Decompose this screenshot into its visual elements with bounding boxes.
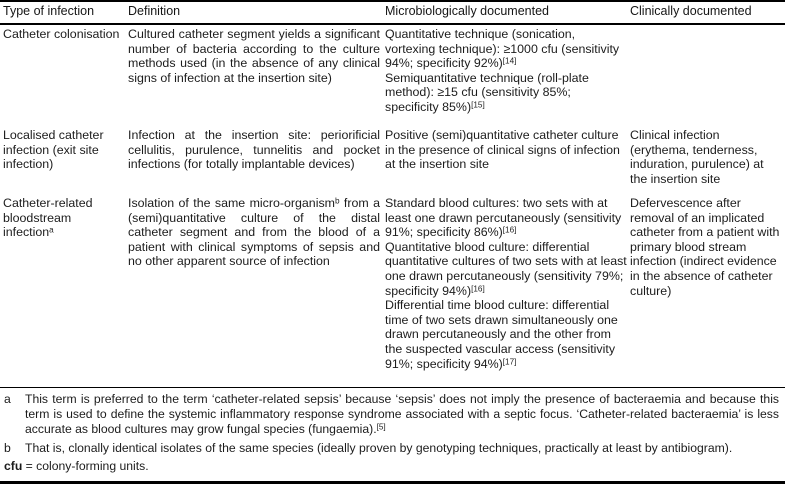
table-top-rule (0, 0, 785, 2)
cell-definition (128, 128, 380, 172)
micro-entry (385, 27, 627, 71)
micro-entry-text: Quantitative blood culture: differential quantitative cultures of two sets with at least one drawn percutaneously (sensitivity 79%; specificity 94%) (385, 239, 627, 298)
cell-type-of-infection: Catheter colonisation (3, 27, 120, 41)
footnotes (0, 392, 779, 474)
cell-clinically-documented: Clinical infection (erythema, tenderness, induration, purulence) at the insertion site (630, 128, 764, 186)
cell-type-of-infection: Localised catheter infection (exit site infection) (3, 128, 104, 172)
micro-entry (385, 196, 627, 240)
column-header-definition: Definition (128, 4, 181, 18)
cell-microbiologically-documented (385, 196, 627, 371)
table-row (0, 27, 785, 128)
micro-entry: Positive (semi)quantitative catheter culture in the presence of clinical signs of infection at the insertion site (385, 128, 620, 172)
definition-text: Cultured catheter segment yields a significant number of bacteria according to the culture methods used (in the absence of any clinical signs of infection at the insertion site) (128, 27, 380, 85)
footnote-marker-a: a (49, 225, 54, 235)
micro-entry (385, 240, 627, 298)
type-label: Catheter-related bloodstream infection (3, 196, 93, 240)
column-header-clinically-documented: Clinically documented (630, 4, 752, 18)
header-separator-rule (0, 23, 785, 25)
micro-entry (385, 298, 627, 371)
reference-marker: [17] (502, 356, 517, 366)
cell-microbiologically-documented (385, 27, 627, 115)
column-header-microbiologically-documented: Microbiologically documented (385, 4, 549, 18)
footnotes-separator-rule (0, 387, 785, 388)
micro-entry-text: Semiquantitative technique (roll-plate method): ≥15 cfu (sensitivity 85%; specificity 85%) (385, 70, 589, 114)
footnote-b (0, 441, 779, 456)
footnote-marker: b (4, 440, 11, 455)
footnote-text: That is, clonally identical isolates of the same species (ideally proven by genotyping techniques, practically at least by antibiogram). (25, 440, 733, 455)
abbreviation-definition: = colony-forming units. (22, 458, 149, 473)
cell-definition (128, 27, 380, 85)
table-header-row (0, 4, 785, 22)
footnote-marker: a (4, 392, 11, 406)
micro-entry-text: Standard blood cultures: two sets with at least one drawn percutaneously (sensitivity 91%; specificity 86%) (385, 196, 622, 240)
footnote-marker-b: b (334, 196, 340, 206)
cell-clinically-documented: Defervescence after removal of an implicated catheter from a patient with primary blood stream infection (indirect evidence in the absence of catheter culture) (630, 196, 780, 298)
reference-marker: [16] (502, 225, 517, 235)
micro-entry (385, 71, 627, 115)
definition-text: Infection at the insertion site: periorificial cellulitis, purulence, tunnelitis and pocket infections (for totally implantable devices) (128, 128, 380, 172)
column-header-type-of-infection: Type of infection (3, 4, 95, 18)
cell-type-of-infection (3, 196, 125, 240)
table-body (0, 27, 785, 387)
definition-text (128, 196, 380, 269)
cell-microbiologically-documented (385, 128, 627, 172)
cell-definition (128, 196, 380, 269)
abbreviation-note (0, 459, 779, 474)
definition-part-two: from a (semi)quantitative culture of the distal catheter segment and from the blood of a patient with clinical symptoms of sepsis and no other apparent source of infection (128, 196, 380, 269)
table-row (0, 128, 785, 196)
table-bottom-rule (0, 481, 785, 484)
micro-entry-text: Differential time blood culture: differential time of two sets drawn simultaneously one drawn percutaneously and the other from the suspected vascular access (sensitivity 91%; specificity 94%) (385, 298, 618, 371)
reference-marker: [5] (376, 422, 386, 432)
reference-marker: [15] (471, 100, 485, 110)
footnote-text: This term is preferred to the term ‘catheter-related sepsis’ because ‘sepsis’ does not imply the presence of bacteraemia and because this term is used to define the systemic inflammatory response syndrome associated with a septic focus. ‘Catheter-related bacteraemia’ is less accurate as blood cultures may grow fungal species (fungaemia). (25, 392, 779, 437)
reference-marker: [14] (502, 56, 517, 66)
table-row (0, 196, 785, 387)
micro-entry-text: Quantitative technique (sonication, vortexing technique): ≥1000 cfu (sensitivity 94%; specificity 92%) (385, 27, 620, 71)
type-of-infection-text (3, 196, 125, 240)
footnote-a (0, 392, 779, 438)
definition-part-one: Isolation of the same micro-organism (128, 196, 335, 210)
reference-marker: [16] (471, 283, 485, 293)
abbreviation-term: cfu (4, 458, 23, 473)
